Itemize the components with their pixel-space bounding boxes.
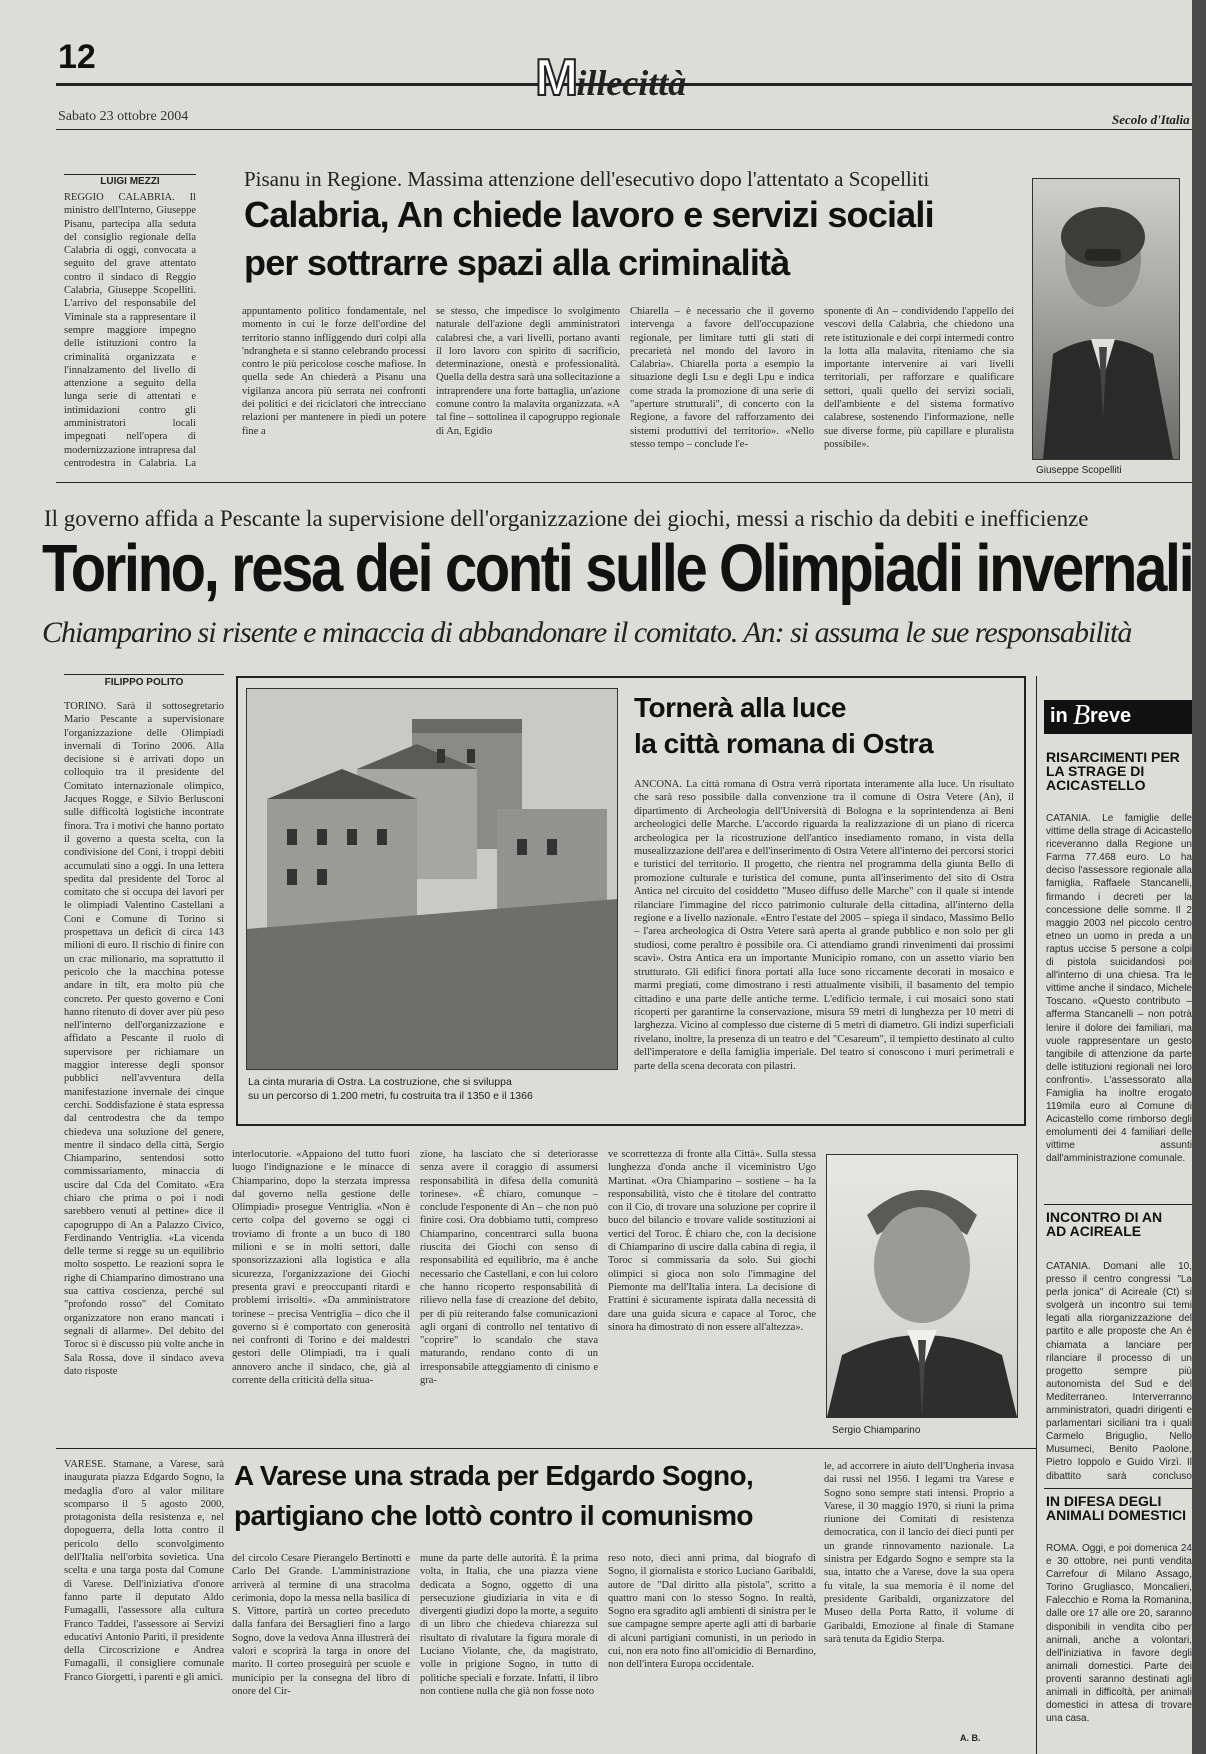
byline-rule-2 [64,674,224,675]
scopelliti-photo [1032,178,1180,460]
story2-column-2: interlocutorie. «Appaiono del tutto fuori luogo l'indignazione e le minacce di Chiamparino, dopo la sterzata impressa dal governo nella gestione delle Olimpiadi» prosegue Ventriglia. «Non è certo colpa del governo se oggi ci troviamo di fronte a un buco di 180 milioni e se in molti settori, dalle sponsorizzazioni alla logistica e alla sicurezza, l'organizzazione dei Giochi presenta gravi e preoccupanti ritardi e problemi irrisolti». «Da amministratore torinese – precisa Ventriglia – dico che il governo si è comportato con generosità nei confronti di Torino e dei maldestri gestori delle Olimpiadi, tra i quali annovero anche il sindaco, che, già al corrente della criticità della situa- [232,1149,410,1387]
story4-column-5: le, ad accorrere in aiuto dell'Ungheria invasa dai russi nel 1956. I legami tra Varese e Sogno sono sempre stati intensi. Proprio a Varese, il 30 maggio 1970, si riunì la prima riunione dei Comitati di resistenza democratica, con il lancio dei dieci punti per un grande rinnovamento nazionale. La sinistra per Edgardo Sogno e sempre sta la sua, intatto che a Varese, dove la sua opera fu vitale, la sua memoria è il nome del presidente Garibaldi, organizzatore del Museo della Porta Ratto, il volume di Garibaldi, Emozione al finale di Stamane sarà tenuta da Egidio Sterpa. [824,1461,1014,1645]
story4-headline-line1: A Varese una strada per Edgardo Sogno, [234,1460,754,1491]
brief-rule-1 [1044,1204,1192,1205]
brief2-body: CATANIA. Domani alle 10, presso il centro congressi "La perla jonica" di Acireale (Ct) si svolgerà un incontro sui temi legati alla riorganizzazione del partito e alle proposte che An è chiamata a lanciare per rilanciare il processo di un progetto sempre più autonomista del Sud e del Mediterraneo. Interverranno amministratori, quadri dirigenti e parlamentari siciliani tra i quali Carmelo Briguglio, Nello Musumeci, Benito Paolone, Pietro Ioppolo e Guido Virzì. Il dibattito sarà concluso [1046,1261,1192,1480]
story1-column-3: se stesso, che impedisce lo svolgimento naturale dell'azione degli amministratori calabresi che, a vari livelli, portano avanti il loro lavoro con spirito di sacrificio, determinazione, onestà e professionalità. Quella della destra sarà una sollecitazione a intraprendere una forte battaglia, un'azione comune contro la malavita organizzata. «A tal fine – sottolinea il capogruppo regionale di An, Egidio [436,306,620,437]
story1-headline-line1: Calabria, An chiede lavoro e servizi sociali [244,194,934,235]
issue-date: Sabato 23 ottobre 2004 [58,109,189,124]
inbreve-logo-in: in [1050,705,1068,727]
inbreve-logo [1044,700,1192,734]
newspaper-name: Secolo d'Italia [1112,112,1190,127]
story2-column-3: zione, ha lasciato che si deteriorasse senza avere il coraggio di assumersi responsabilità in difesa della comunità torinese». «È chiaro, comunque – conclude l'esponente di An – che non può finire così. Ora dobbiamo tutti, compreso Chiamparino, concentrarci sulla buona riuscita dei Giochi con senso di responsabilità ed equilibrio, ma è anche necessario che Castellani, e con lui coloro che hanno ricoperto responsabilità di rilievo nella fase di creazione del debito, per di più reiterando false comunicazioni agli organi di controllo nel tentativo di "coprire" lo scandalo che stava maturando, rendano conto di un irresponsabile atteggiamento di cinismo e gra- [420,1149,598,1387]
ostra-caption-line2: su un percorso di 1.200 metri, fu costruita tra il 1350 e il 1366 [248,1090,533,1102]
story1-column-4: Chiarella – è necessario che il governo intervenga a favore dell'occupazione regionale, per limitare tutti gli stati di precarietà nel mondo del lavoro in Calabria». Chiarella porta a esempio la situazione degli Lsu e degli Lpu e indica come strada la promozione di una serie di "aperture strutturali", di concerto con la Regione, a favore del rafforzamento dei sistemi produttivi del territorio». «Nello stesso tempo – conclude l'e- [630,306,814,450]
story3-headline-line2: la città romana di Ostra [634,728,934,759]
story2-subhead: Chiamparino si risente e minaccia di abbandonare il comitato. An: si assuma le sue responsabilità [42,616,1132,649]
brief-rule-2 [1044,1488,1192,1489]
chiamparino-caption: Sergio Chiamparino [832,1425,921,1436]
story4-column-4: reso noto, dieci anni prima, dal biografo di Sogno, il giornalista e storico Luciano Garibaldi, autore de "Dal diritto alla pistola", scritto a quattro mani con lo stesso Sogno. In realtà, Sogno era sgradito agli ambienti di sinistra per le sue campagne sempre aperte agli atti di barbarie di alcuni partigiani comunisti, in un periodo in cui, non era noto fino all'omicidio di Bernardino, non dell'intera Europa occidentale. [608,1553,816,1671]
section-title [535,48,687,107]
story1-headline-line2: per sottrarre spazi alla criminalità [244,242,790,283]
story4-column-1: VARESE. Stamane, a Varese, sarà inaugurata piazza Edgardo Sogno, la medaglia d'oro al valor militare scomparso il 5 agosto 2000, protagonista della resistenza e, nel dopoguerra, della lotta contro il pericolo dello sconvolgimento dell'Italia nell'orbita sovietica. Una scelta e una targa posta dal Comune di Varese. Dell'iniziativa d'onore fanno parte il deputato Aldo Fumagalli, l'assessore alla cultura Franco Taddei, l'assessore ai Servizi educativi Antonio Pariti, il presidente della Circoscrizione e Andrea Fumagalli, il consigliere comunale Franco Giorgetti, i parenti e gli amici. [64,1459,224,1683]
story1-bottom-rule [56,482,1192,483]
brief2-title: INCONTRO DI AN AD ACIREALE [1046,1209,1163,1239]
inbreve-logo-b: B [1073,700,1091,731]
story4-signature: A. B. [960,1733,981,1743]
story1-kicker: Pisanu in Regione. Massima attenzione dell'esecutivo dopo l'attentato a Scopelliti [244,167,930,191]
story1-column-5: sponente di An – condividendo l'appello dei vescovi della Calabria, che chiedono una rete istituzionale e dei corpi intermedi contro la lotta alla malavita, riteniamo che sia importante intervenire ai vari livelli territoriali, per rafforzare e qualificare settori, quali quello dei servizi sociali, dell'ambiente e del sistema formativo calabrese, sostenendo l'informazione, nelle sue diverse forme, più capillare e pluralista possibile». [824,306,1014,450]
scopelliti-caption: Giuseppe Scopelliti [1036,465,1122,476]
story1-column-1: REGGIO CALABRIA. Il ministro dell'Interno, Giuseppe Pisanu, partecipa alla seduta del consiglio regionale della Calabria di oggi, convocata a seguito del grave attentato contro il sindaco di Reggio Calabria, Giuseppe Scopelliti. L'arrivo del responsabile del Viminale sta a rappresentare il sempre maggiore impegno delle istituzioni contro la criminalità organizzata e l'innalzamento del livello di attenzione a seguito della lunga serie di attentati e intimidazioni contro gli amministratori locali impegnati nell'opera di modernizzazione intrapresa dal centrodestra in Calabria. La [64,192,196,467]
byline-rule [64,174,196,175]
story4-column-2: del circolo Cesare Pierangelo Bertinotti e Carlo Del Grande. L'amministrazione arriverà al termine di una stracolma cerimonia, dopo la messa nella basilica di S. Vittore, partirà un corteo preceduto dalla fanfara dei Bersaglieri fino a largo Sogno, dove la vedova Anna illustrerà dei valori e scoprirà la targa in onore del marito. Il corteo proseguirà per scuole e municipio per la consegna del libro di onore del Cir- [232,1553,410,1697]
ostra-photo [246,688,618,1070]
page-number: 12 [58,38,96,76]
ostra-illustration [247,689,617,1069]
story4-headline-line2: partigiano che lottò contro il comunismo [234,1500,753,1531]
sidebar-divider [1036,676,1037,1754]
inbreve-logo-rest: reve [1090,705,1132,727]
page-binding-edge [1192,0,1206,1754]
section-name: illecittà [576,63,687,103]
date-rule [56,129,1192,130]
story4-column-3: mune da parte delle autorità. È la prima volta, in Italia, che una piazza viene dedicata a Sogno, oggetto di una persecuzione giudiziaria in vita e di divergenti giudizi dopo la morte, a seguito di un libro che chiedeva chiarezza sul risultato di rivalutare la figura morale di Luciano Violante, che, da magistrato, volle in prigione Sogno, in tutto di politiche speciali e forzate. Infatti, il libro non contiene nulla che già non fosse noto [420,1553,598,1697]
portrait-illustration [1033,179,1179,459]
brief3-title: IN DIFESA DEGLI ANIMALI DOMESTICI [1046,1493,1186,1523]
story2-kicker: Il governo affida a Pescante la supervisione dell'organizzazione dei giochi, messi a rischio da debiti e inefficienze [44,506,1089,531]
story2-bottom-rule [56,1448,1036,1449]
story1-column-2: appuntamento politico fondamentale, nel momento in cui le forze dell'ordine del territorio stanno infliggendo duri colpi alla 'ndrangheta e si stanno celebrando processi contro le più pericolose cosche mafiose. In quella sede An chiederà a Pisanu una vigilanza ancora più serrata nei confronti dei politici e dei riciclatori che intrecciano relazioni per mantenere in piedi un potere fine a [242,306,426,437]
ostra-caption-line1: La cinta muraria di Ostra. La costruzione, che si sviluppa [248,1076,512,1088]
chiamparino-photo [826,1154,1018,1418]
story2-headline: Torino, resa dei conti sulle Olimpiadi invernali [42,531,1192,606]
story2-column-1: TORINO. Sarà il sottosegretario Mario Pescante a supervisionare l'organizzazione delle Olimpiadi invernali di Torino 2006. Alla decisione si è arrivati dopo un colloquio tra il presidente del Comitato internazionale olimpico, Jacques Rogge, e Silvio Berlusconi sulle difficoltà logistiche incontrate finora. Tra i motivi che hanno portato il governo a questa scelta, con la condivisione del Coni, i troppi debiti accumulati sino a oggi. In una lettera spedita dal presidente del Toroc al comitato che si occupa dei lavori per le olimpiadi Valentino Castellani a Coni e Comune di Torino si prospettava un deficit di circa 143 milioni di euro. Il rischio di finire con un crac milionario, ma soprattutto il pericolo che la macchina potesse andare in tilt, era molto più che concreto. Per questo governo e Coni hanno ritenuto di dover aver più peso nell'interno dell'organizzazione e affidato a Pescante il ruolo di supervisore per richiamare un maggior interesse degli sponsor pubblici nell'avventura della manifestazione invernale dei cinque cerchi. Soddisfazione è stata espressa dal centrodestra che da tempo chiedeva una soluzione del genere, mentre il sindaco della città, Sergio Chiamparino, sentendosi sotto commissariamento, minaccia di uscire dal Cda del Comitato. «Era chiaro che prima o poi i nodi sarebbero venuti al pettine» dice il capogruppo di An a Palazzo Civico, Ferdinando Ventriglia. «La vicenda delle terme si regge su un equilibrio molto sospetto. Le reazioni sopra le righe di Chiamparino dimostrano una sua cattiva coscienza, perché sul "profondo rosso" del Comitato organizzatore non erano mancati i segnali di allarme». Del debito del Toroc si è discusso più volte anche in Sala Rossa, dove il sindaco aveva dato risposte [64,701,224,1377]
portrait-illustration-2 [827,1155,1017,1417]
brief1-title: RISARCIMENTI PER LA STRAGE DI ACICASTELLO [1046,749,1180,793]
brief3-body: ROMA. Oggi, e poi domenica 24 e 30 ottobre, nei punti vendita Carrefour di Milano Assago, Torino Grugliasco, Moncalieri, Falecchio e Roma la Romanina, dalle ore 17 alle ore 20, saranno disponibili in vendita cibo per animali, anche a volontari, dell'iniziativa in favore degli animali domestici. Parte dei proventi saranno destinati agli animali in difficoltà, per animali domestici in attesa di trovare una casa. [1046,1543,1192,1725]
story1-byline: LUIGI MEZZI [100,176,160,187]
story3-body: ANCONA. La città romana di Ostra verrà riportata interamente alla luce. Un risultato che sarà reso possibile dalla convenzione tra il comune di Ostra Vetere (An), il dipartimento di Archeologia dell'Università di Bologna e la soprintendenza ai Beni archeologici delle Marche. L'accordo riguarda la realizzazione di un piano di ricerca archeologica per la ricostruzione dell'antico insediamento romano, in vista della musealizzazione dell'area e dell'inserimento di Ostra Vetere all'interno dei percorsi storici e turistici del territorio. Il progetto, che rientra nel programma della giunta Bello di promozione culturale e turistica del comune, punta all'inserimento del sito di Ostra Antica nel circuito del cosiddetto "Museo diffuso delle Marche" con il quale si intende rilanciare l'immagine del ricco patrimonio culturale della cittadina, all'interno della regione e a livello nazionale. «Entro l'estate del 2005 – spiega il sindaco, Massimo Bello – l'area archeologica di Ostra Vetere sarà aperta al grande pubblico e non solo per gli studiosi, come peraltro è possibile ora. Ci attendiamo grandi rinvenimenti dai prossimi scavi». Ostra Antica era un importante Municipio romano, con un assetto viario ben strutturato. Gli edifici finora portati alla luce sono riccamente decorati in mosaico e marmi pregiati, come dimostrano i resti attualmente visibili, il basamento del tempio cittadino e una parte delle antiche terme. L'edificio termale, i cui mosaici sono stati ricoperti per garantirne la conservazione, misura 59 metri di lunghezza per 10 metri di larghezza. Vicino al complesso due cisterne di 5 metri di diametro. Gli indizi superficiali rivelano, inoltre, la presenza di un teatro e del "Cesareum", il tempietto destinato al culto dell'imperatore e della famiglia imperiale. Del teatro si conoscono i muri perimetrali e parte della scena decorata con pilastri. [634,779,1014,1072]
story2-column-4: ve scorrettezza di fronte alla Città». Sulla stessa lunghezza d'onda anche il viceministro Ugo Martinat. «Ora Chiamparino – sostiene – ha la responsabilità, visto che è titolare del contratto con il Cio, di trovare una soluzione per coprire il buco del bilancio e trovare valide sostituzioni ai vertici del Toroc. È chiaro che, con la decisione di Chiamparino di uscire dalla cabina di regia, il Toroc si commissaria da solo. Sui giochi olimpici si gioca non solo l'immagine del Piemonte ma dell'Italia intera. La decisione di Frattini è sicuramente ispirata dalla necessità di dare una guida sicura e capace al Toroc, che sinora ha dimostrato di non essere all'altezza». [608,1149,816,1333]
story2-byline: FILIPPO POLITO [104,677,184,688]
brief1-body: CATANIA. Le famiglie delle vittime della strage di Acicastello riceveranno dalla Regione un Farma 77.468 euro. Lo ha deciso l'assessore regionale alla famiglia, Raffaele Stancanelli, firmando i decreti per la concessione delle somme. Il 2 maggio 2003 nel piccolo centro etneo un uomo in preda a un raptus uccise 5 persone a colpi di pistola suicidandosi poi all'interno di una chiesa. Tra le vittime anche il sindaco, Michele Toscano. «Questo contributo – afferma Stancanelli – non potrà lenire il dolore dei familiari, ma vuole rappresentare un gesto tangibile di attenzione da parte delle istituzioni regionali nei loro confronti». L'assessorato alla Famiglia ha inoltre erogato 119mila euro al Comune di Acicastello come rimborso degli emolumenti dei 4 familiari delle vittime assunti dall'amministrazione comunale. [1046,813,1192,1165]
section-initial: M [535,49,577,107]
story3-headline-line1: Tornerà alla luce [634,692,846,723]
